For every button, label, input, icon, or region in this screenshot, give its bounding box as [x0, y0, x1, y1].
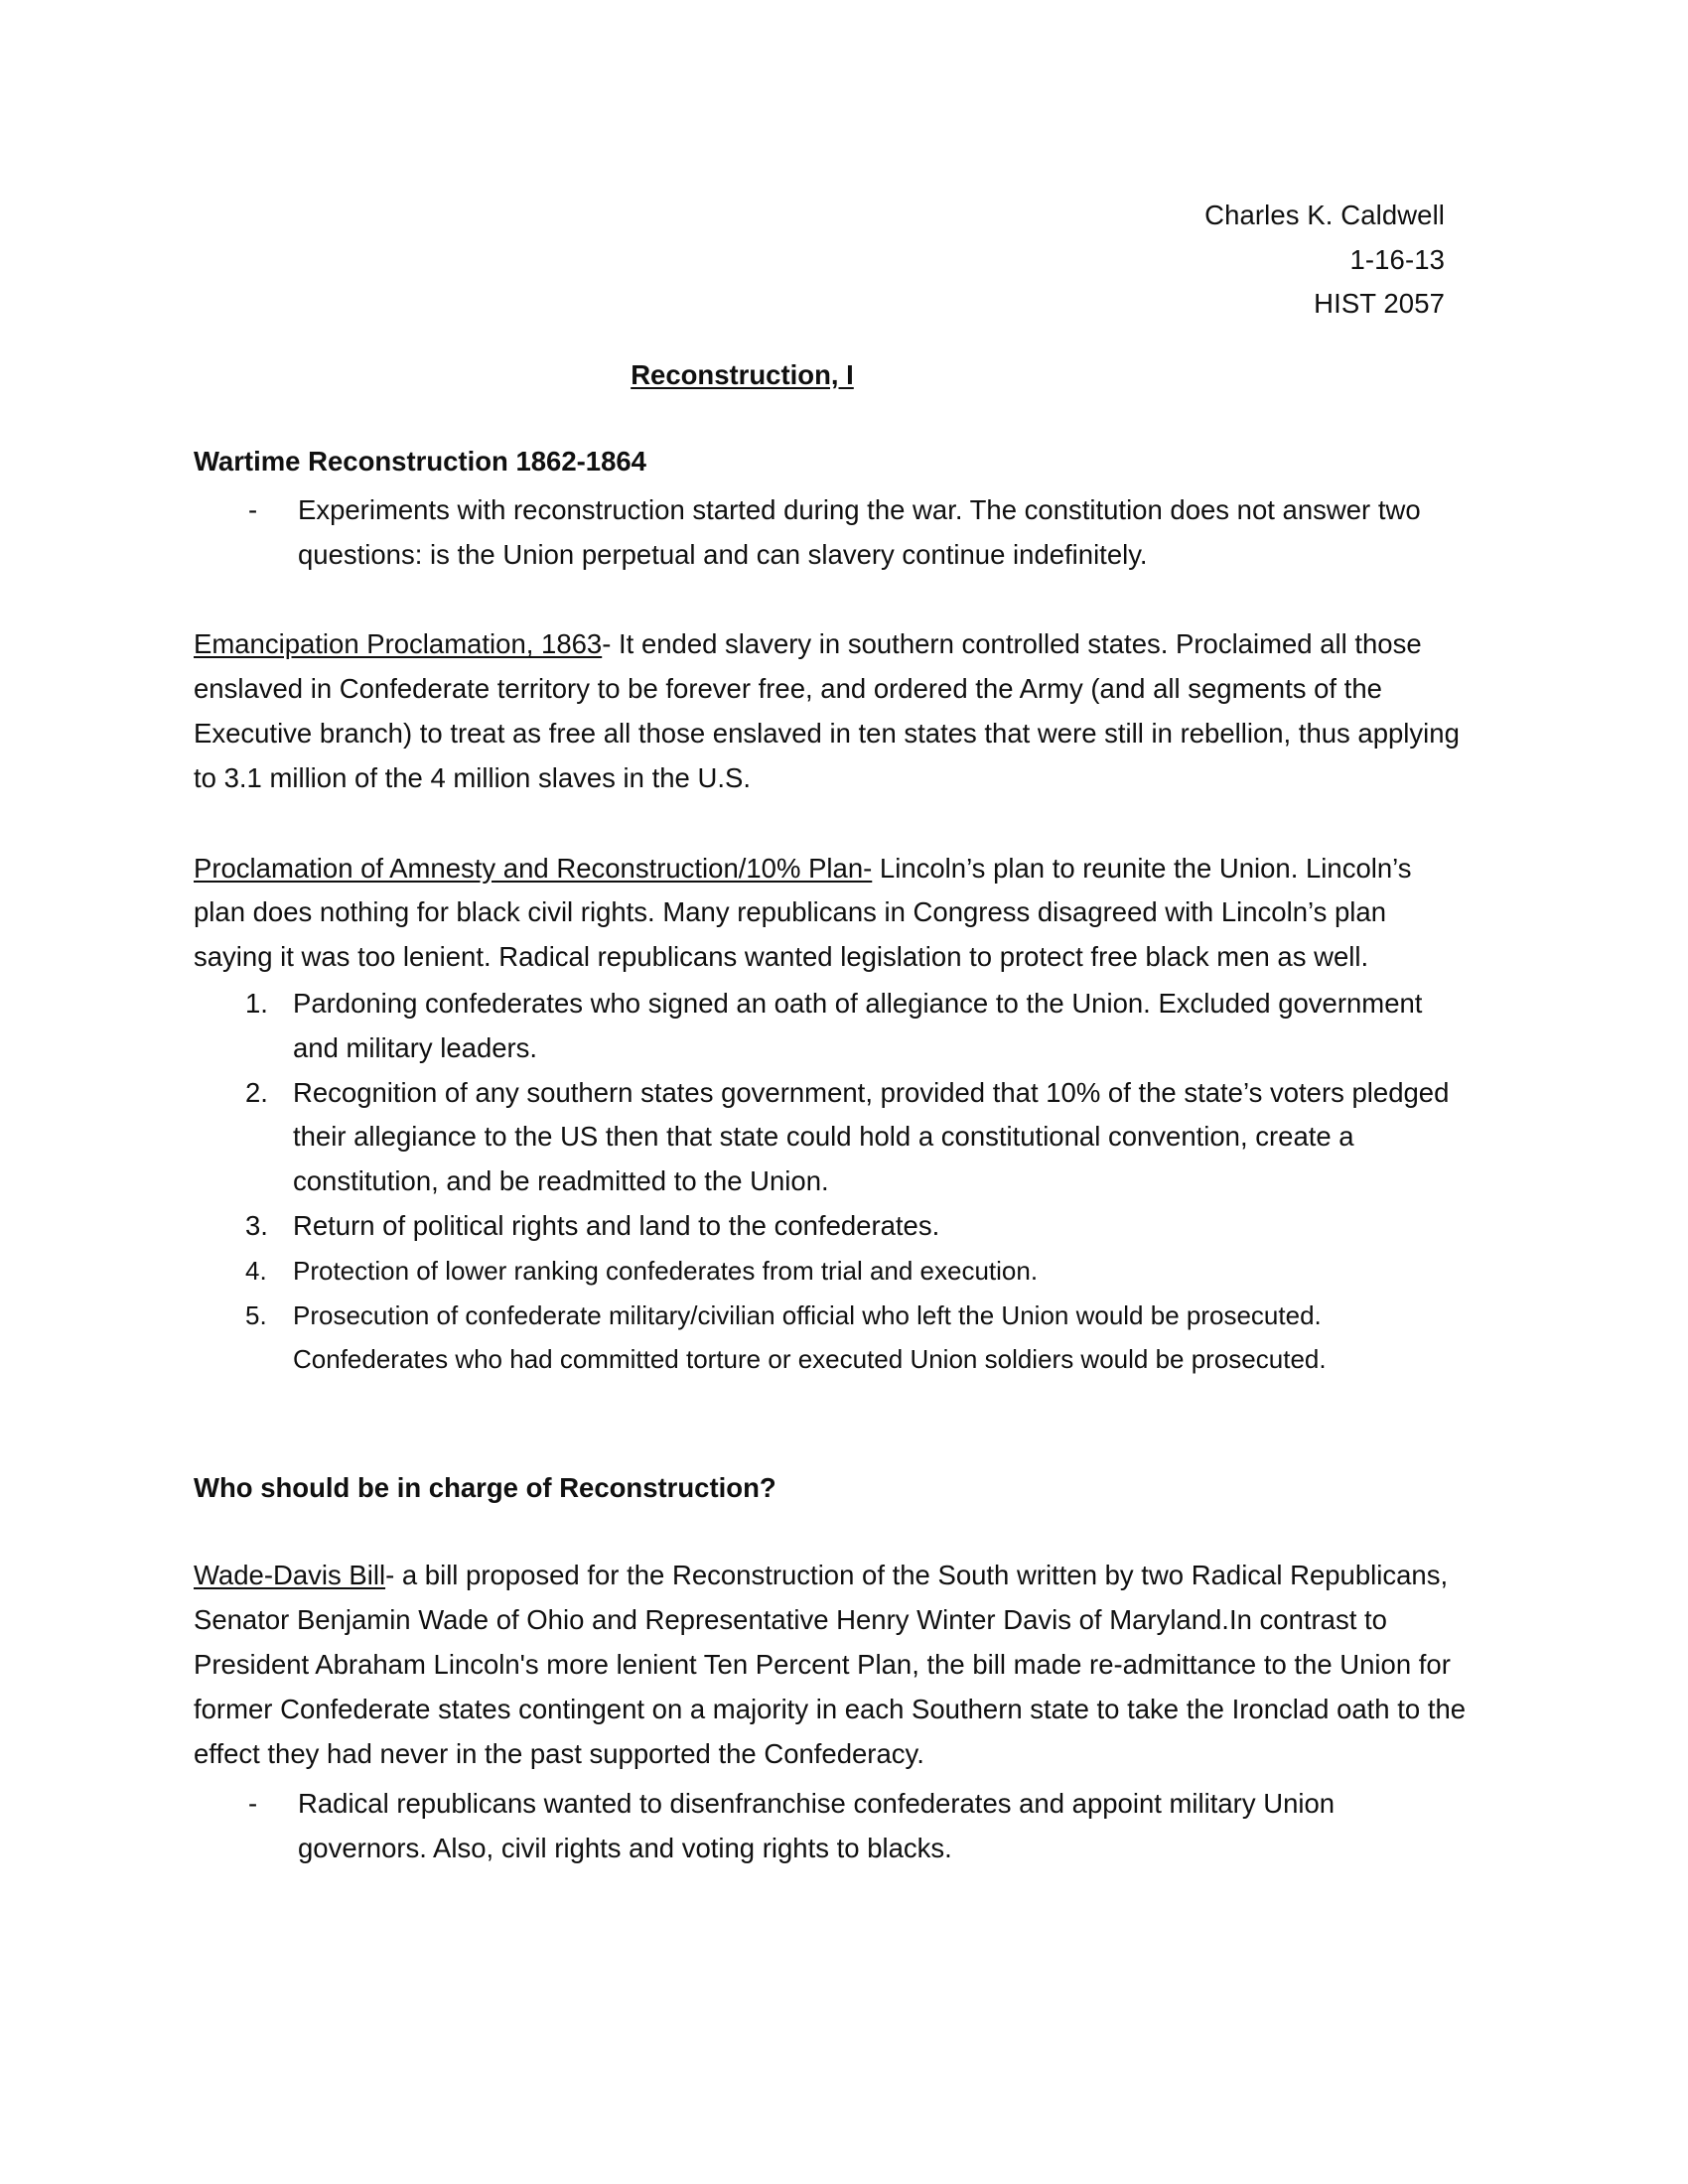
list-item — [194, 1782, 1470, 1871]
list-item-text: Return of political rights and land to the confederates. — [293, 1210, 940, 1242]
list-item — [194, 1071, 1470, 1204]
list-item — [194, 1204, 1470, 1249]
list-item-text: Experiments with reconstruction started during the war. The constitution does not answer two questions: is the Union perpetual and can slavery continue indefinitely. — [298, 493, 1421, 570]
list-item — [194, 1294, 1470, 1382]
list-number-marker: 1. — [245, 988, 268, 1020]
wade-davis-body-text: - a bill proposed for the Reconstruction of the South written by two Radical Republicans, Senator Benjamin Wade of Ohio and Representative Henry Winter Davis of Maryland.In contrast to President Abraham Lincoln's more lenient Ten Percent Plan, the bill made re-admittance to the Union for former Confederate states contingent on a majority in each Southern state to take the Ironclad oath to the effect they had never in the past supported the Confederacy. — [194, 1560, 1467, 1769]
course-code: HIST 2057 — [1314, 288, 1445, 320]
list-number-marker: 3. — [245, 1210, 268, 1242]
list-item-text: Pardoning confederates who signed an oath of allegiance to the Union. Excluded government and military leaders. — [293, 988, 1423, 1063]
list-item — [194, 488, 1470, 578]
dash-bullet-marker: - — [248, 493, 258, 525]
header-block — [194, 194, 1470, 327]
list-item — [194, 982, 1470, 1071]
spacer — [194, 1382, 1470, 1424]
date-line: 1-16-13 — [1349, 243, 1445, 275]
list-item-text: Protection of lower ranking confederates from trial and execution. — [293, 1255, 1039, 1286]
wade-davis-lead-term: Wade-Davis Bill — [194, 1560, 386, 1591]
amnesty-numbered-list — [194, 982, 1470, 1382]
list-item-text: Recognition of any southern states government, provided that 10% of the state’s voters pledged their allegiance to the US then that state could hold a constitutional convention, create a constitution, and be readmitted to the Union. — [293, 1076, 1450, 1197]
emancipation-lead-term: Emancipation Proclamation, 1863 — [194, 628, 603, 660]
dash-bullet-marker: - — [248, 1788, 258, 1820]
author-name: Charles K. Caldwell — [1204, 200, 1445, 230]
list-item — [194, 1249, 1470, 1294]
amnesty-lead-term: Proclamation of Amnesty and Reconstruction/10% Plan- — [194, 852, 873, 884]
paragraph-amnesty-proclamation — [194, 847, 1470, 980]
amnesty-body-text: Lincoln’s plan to reunite the Union. Lincoln’s plan does nothing for black civil rights. Many republicans in Congress disagreed with Lincoln’s plan saying it was too lenient. Radical republicans wanted legislation to protect free black men as well. — [194, 852, 1412, 973]
emancipation-body-text: - It ended slavery in southern controlled states. Proclaimed all those enslaved in Confederate territory to be forever free, and ordered the Army (and all segments of the Executive branch) to treat as free all those enslaved in ten states that were still in rebellion, thus applying to 3.1 million of the 4 million slaves in the U.S. — [194, 628, 1460, 793]
list-item-text: Radical republicans wanted to disenfranchise confederates and appoint military Union governors. Also, civil rights and voting rights to blacks. — [298, 1788, 1336, 1864]
paragraph-emancipation-proclamation — [194, 622, 1470, 800]
list-number-marker: 2. — [245, 1076, 268, 1108]
list-item-text: Prosecution of confederate military/civilian official who left the Union would be prosecuted. Confederates who had committed torture or executed Union soldiers would be prosecuted. — [293, 1299, 1327, 1375]
document-body — [194, 194, 1470, 1871]
list-number-marker: 4. — [245, 1255, 267, 1286]
heading-wartime-reconstruction: Wartime Reconstruction 1862-1864 — [194, 446, 646, 478]
list-number-marker: 5. — [245, 1299, 267, 1330]
wartime-bullet-list — [194, 488, 1470, 578]
page-title-text: Reconstruction, I — [631, 358, 854, 390]
page-title — [194, 353, 1470, 398]
wade-davis-bullet-list — [194, 1782, 1470, 1871]
paragraph-wade-davis-bill — [194, 1554, 1470, 1776]
heading-who-in-charge: Who should be in charge of Reconstruction? — [194, 1472, 776, 1504]
